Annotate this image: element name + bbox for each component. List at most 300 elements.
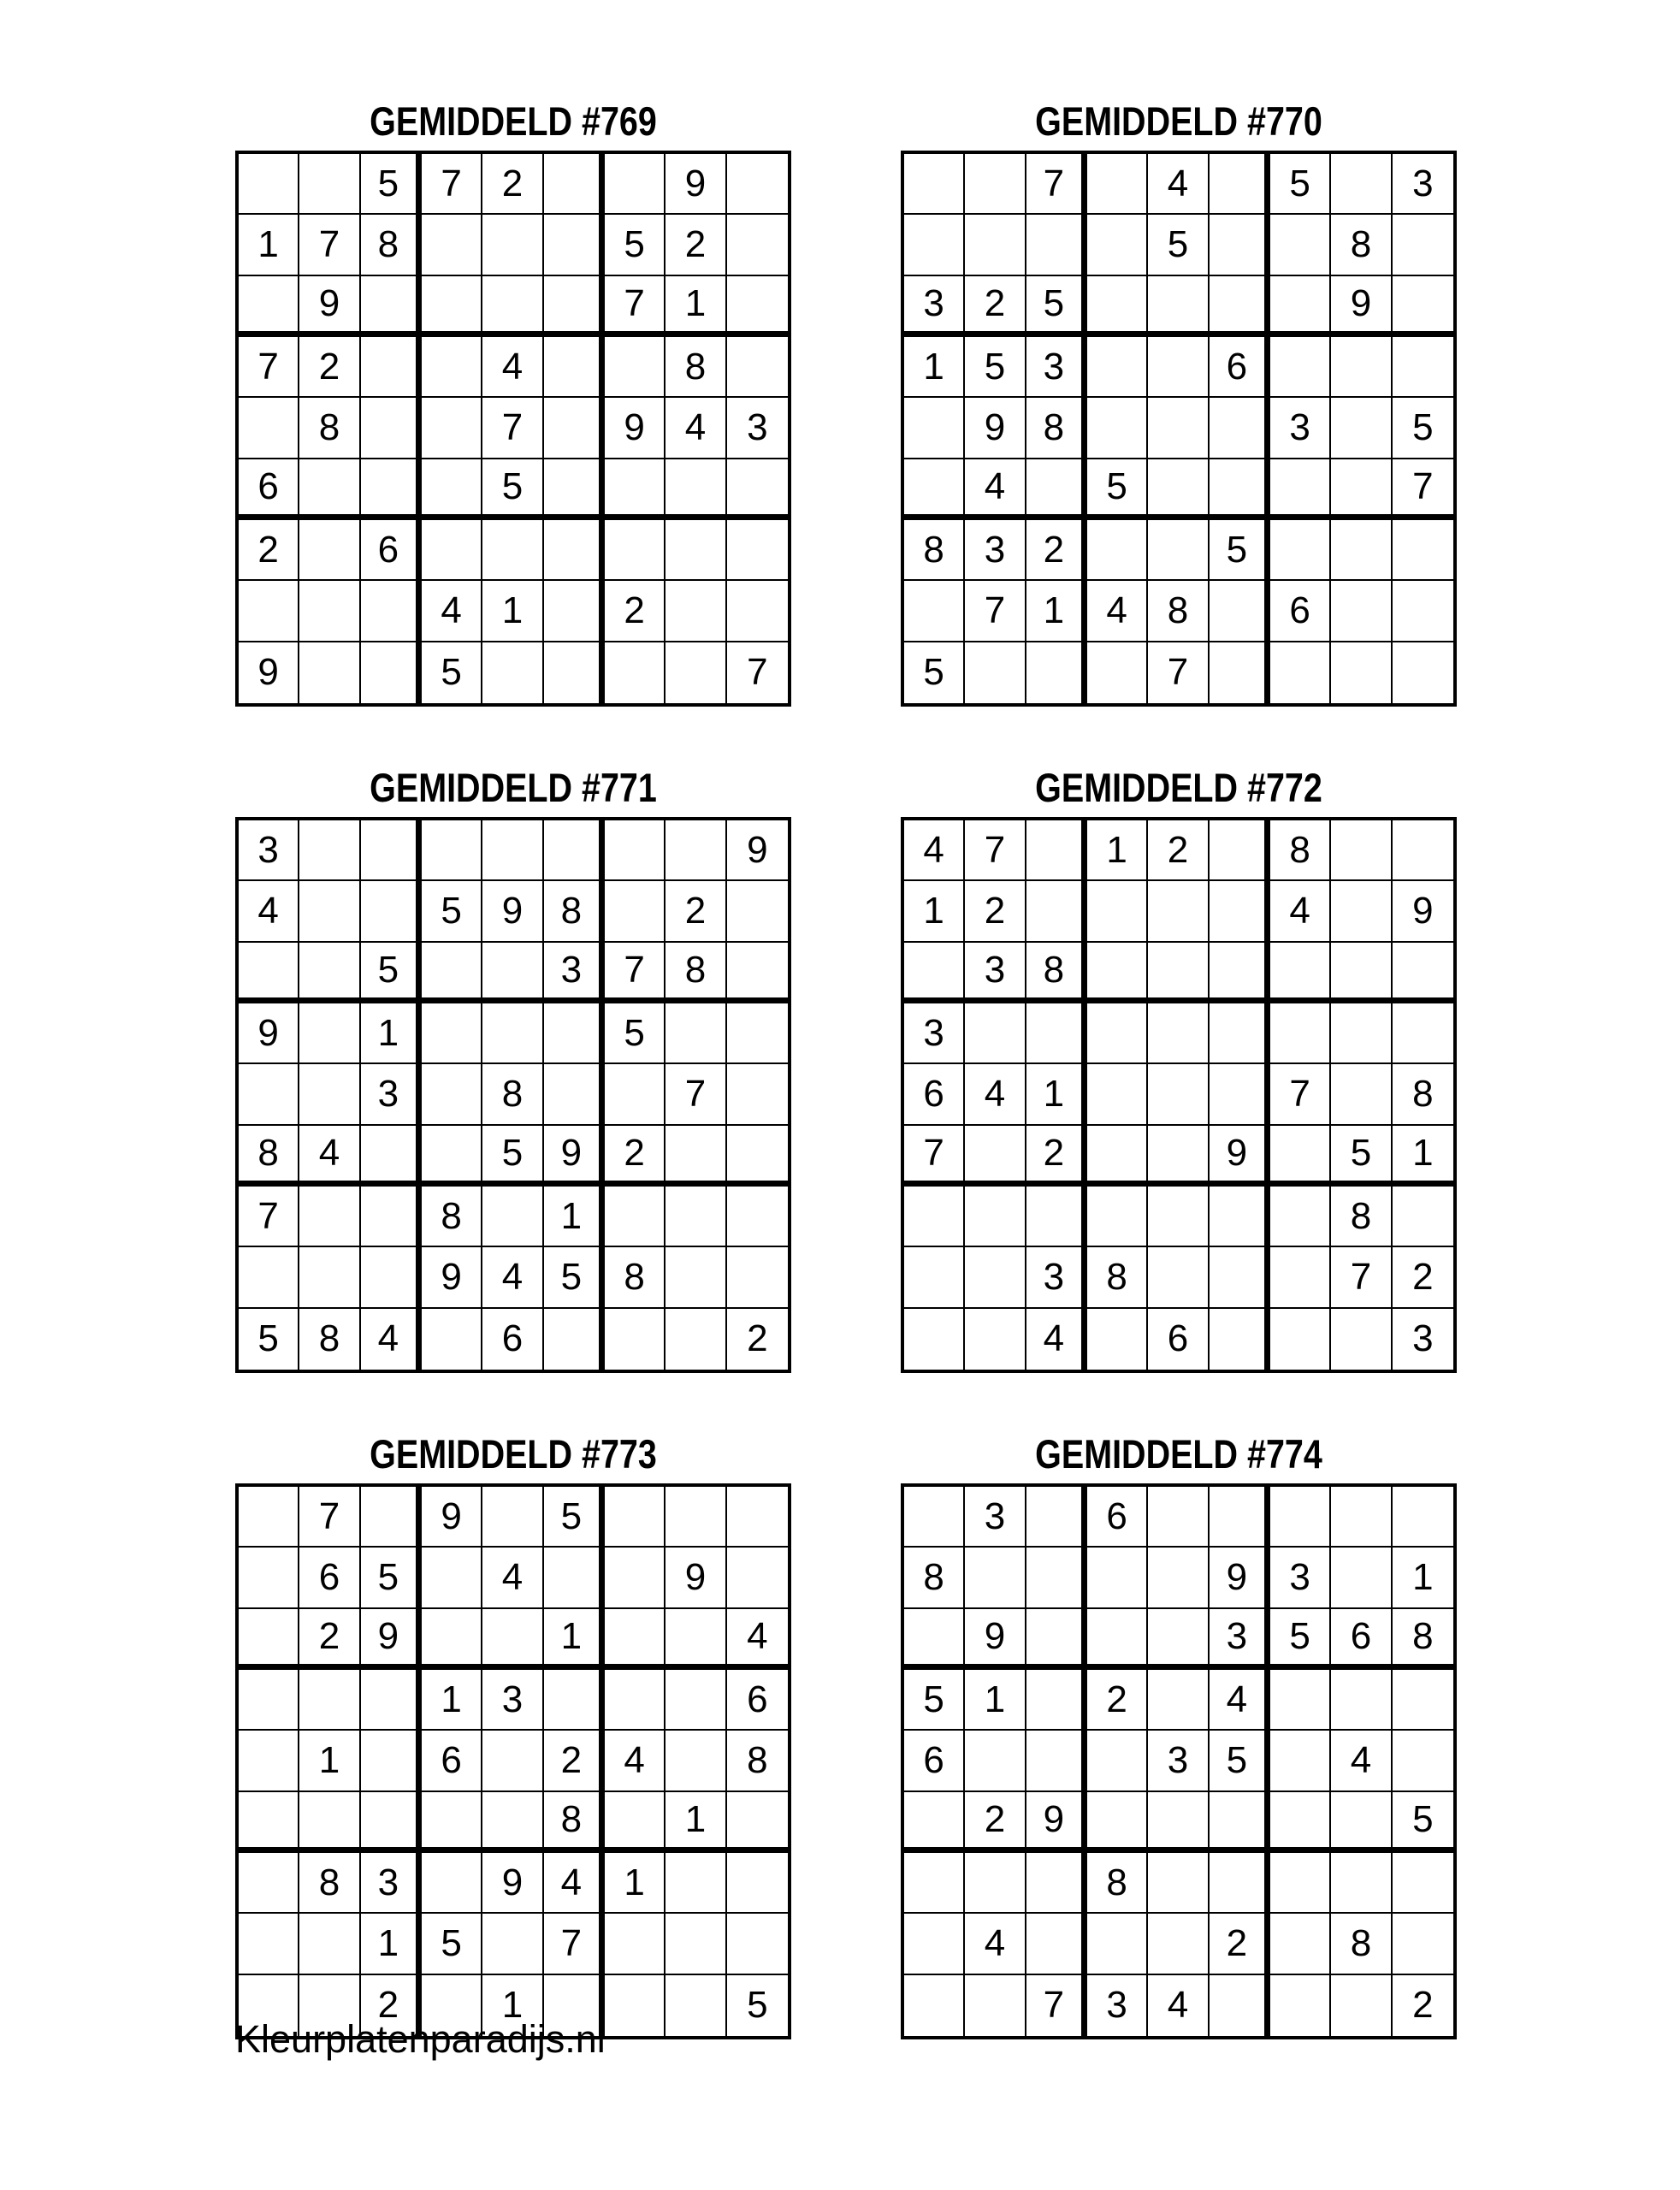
given-digit-cell: 7 bbox=[1331, 1247, 1392, 1308]
empty-cell bbox=[1210, 1792, 1270, 1853]
given-digit-cell: 4 bbox=[1331, 1731, 1392, 1791]
given-digit-cell: 9 bbox=[422, 1487, 482, 1548]
given-digit-cell: 5 bbox=[1087, 459, 1148, 520]
given-digit-cell: 9 bbox=[727, 820, 788, 881]
empty-cell bbox=[665, 1003, 726, 1064]
given-digit-cell: 5 bbox=[1270, 154, 1331, 215]
empty-cell bbox=[299, 881, 360, 942]
empty-cell bbox=[299, 642, 360, 703]
sudoku-grid bbox=[235, 817, 791, 1373]
given-digit-cell: 3 bbox=[361, 1064, 422, 1125]
given-digit-cell: 5 bbox=[1270, 1609, 1331, 1670]
given-digit-cell: 5 bbox=[422, 642, 482, 703]
empty-cell bbox=[605, 1487, 665, 1548]
empty-cell bbox=[1087, 1309, 1148, 1370]
given-digit-cell: 5 bbox=[965, 337, 1026, 398]
empty-cell bbox=[544, 1670, 605, 1731]
given-digit-cell: 5 bbox=[544, 1247, 605, 1308]
empty-cell bbox=[1026, 1853, 1087, 1914]
empty-cell bbox=[1148, 1792, 1209, 1853]
empty-cell bbox=[239, 154, 299, 215]
empty-cell bbox=[239, 276, 299, 337]
empty-cell bbox=[1210, 820, 1270, 881]
empty-cell bbox=[605, 1309, 665, 1370]
empty-cell bbox=[361, 1126, 422, 1187]
empty-cell bbox=[1393, 215, 1453, 275]
given-digit-cell: 9 bbox=[361, 1609, 422, 1670]
given-digit-cell: 9 bbox=[1026, 1792, 1087, 1853]
empty-cell bbox=[544, 1548, 605, 1608]
empty-cell bbox=[965, 1187, 1026, 1247]
empty-cell bbox=[1026, 1609, 1087, 1670]
given-digit-cell: 3 bbox=[1270, 1548, 1331, 1608]
empty-cell bbox=[239, 1247, 299, 1308]
empty-cell bbox=[605, 1792, 665, 1853]
given-digit-cell: 7 bbox=[299, 215, 360, 275]
given-digit-cell: 2 bbox=[965, 881, 1026, 942]
empty-cell bbox=[422, 943, 482, 1003]
empty-cell bbox=[544, 1064, 605, 1125]
empty-cell bbox=[1087, 276, 1148, 337]
given-digit-cell: 1 bbox=[904, 881, 965, 942]
empty-cell bbox=[605, 881, 665, 942]
empty-cell bbox=[1270, 337, 1331, 398]
empty-cell bbox=[1270, 642, 1331, 703]
empty-cell bbox=[482, 215, 543, 275]
given-digit-cell: 2 bbox=[965, 1792, 1026, 1853]
empty-cell bbox=[665, 1187, 726, 1247]
given-digit-cell: 4 bbox=[605, 1731, 665, 1791]
given-digit-cell: 8 bbox=[605, 1247, 665, 1308]
given-digit-cell: 2 bbox=[605, 581, 665, 642]
given-digit-cell: 9 bbox=[544, 1126, 605, 1187]
empty-cell bbox=[1148, 1187, 1209, 1247]
empty-cell bbox=[1393, 520, 1453, 581]
given-digit-cell: 5 bbox=[422, 1914, 482, 1974]
empty-cell bbox=[1026, 1548, 1087, 1608]
empty-cell bbox=[1026, 1487, 1087, 1548]
given-digit-cell: 4 bbox=[482, 337, 543, 398]
given-digit-cell: 4 bbox=[1148, 154, 1209, 215]
empty-cell bbox=[904, 154, 965, 215]
empty-cell bbox=[1210, 215, 1270, 275]
empty-cell bbox=[1393, 1731, 1453, 1791]
given-digit-cell: 1 bbox=[482, 1975, 543, 2036]
empty-cell bbox=[422, 398, 482, 459]
given-digit-cell: 8 bbox=[1331, 215, 1392, 275]
empty-cell bbox=[1331, 520, 1392, 581]
empty-cell bbox=[605, 1670, 665, 1731]
sudoku-puzzle-774 bbox=[897, 1425, 1460, 2039]
given-digit-cell: 8 bbox=[1393, 1064, 1453, 1125]
empty-cell bbox=[544, 642, 605, 703]
empty-cell bbox=[1331, 1064, 1392, 1125]
empty-cell bbox=[904, 215, 965, 275]
given-digit-cell: 9 bbox=[965, 1609, 1026, 1670]
given-digit-cell: 8 bbox=[299, 1853, 360, 1914]
empty-cell bbox=[1087, 154, 1148, 215]
empty-cell bbox=[1270, 1914, 1331, 1974]
given-digit-cell: 5 bbox=[239, 1309, 299, 1370]
given-digit-cell: 6 bbox=[361, 520, 422, 581]
empty-cell bbox=[1331, 1670, 1392, 1731]
empty-cell bbox=[299, 1914, 360, 1974]
given-digit-cell: 3 bbox=[482, 1670, 543, 1731]
given-digit-cell: 5 bbox=[361, 943, 422, 1003]
given-digit-cell: 8 bbox=[422, 1187, 482, 1247]
empty-cell bbox=[482, 276, 543, 337]
given-digit-cell: 4 bbox=[422, 581, 482, 642]
empty-cell bbox=[965, 1309, 1026, 1370]
sudoku-puzzle-769 bbox=[232, 92, 795, 707]
empty-cell bbox=[1087, 1792, 1148, 1853]
given-digit-cell: 4 bbox=[1026, 1309, 1087, 1370]
empty-cell bbox=[727, 1247, 788, 1308]
empty-cell bbox=[361, 581, 422, 642]
empty-cell bbox=[544, 398, 605, 459]
empty-cell bbox=[482, 1731, 543, 1791]
empty-cell bbox=[1210, 1187, 1270, 1247]
empty-cell bbox=[482, 1914, 543, 1974]
empty-cell bbox=[361, 820, 422, 881]
given-digit-cell: 6 bbox=[727, 1670, 788, 1731]
empty-cell bbox=[965, 1126, 1026, 1187]
given-digit-cell: 9 bbox=[299, 276, 360, 337]
empty-cell bbox=[544, 337, 605, 398]
empty-cell bbox=[665, 1247, 726, 1308]
given-digit-cell: 2 bbox=[239, 520, 299, 581]
empty-cell bbox=[665, 1126, 726, 1187]
empty-cell bbox=[1331, 337, 1392, 398]
given-digit-cell: 2 bbox=[605, 1126, 665, 1187]
given-digit-cell: 2 bbox=[1026, 520, 1087, 581]
given-digit-cell: 4 bbox=[299, 1126, 360, 1187]
empty-cell bbox=[1087, 1187, 1148, 1247]
given-digit-cell: 4 bbox=[665, 398, 726, 459]
given-digit-cell: 2 bbox=[747, 1317, 768, 1360]
given-digit-cell: 9 bbox=[239, 642, 299, 703]
empty-cell bbox=[1148, 943, 1209, 1003]
given-digit-cell: 1 bbox=[1393, 1126, 1453, 1187]
sudoku-grid bbox=[901, 1483, 1457, 2039]
empty-cell bbox=[1270, 1731, 1331, 1791]
empty-cell bbox=[1210, 943, 1270, 1003]
given-digit-cell: 7 bbox=[482, 398, 543, 459]
empty-cell bbox=[1270, 1975, 1331, 2036]
empty-cell bbox=[1148, 1609, 1209, 1670]
empty-cell bbox=[1270, 1309, 1331, 1370]
given-digit-cell: 8 bbox=[299, 398, 360, 459]
empty-cell bbox=[605, 642, 665, 703]
given-digit-cell: 8 bbox=[665, 943, 726, 1003]
empty-cell bbox=[904, 943, 965, 1003]
empty-cell bbox=[299, 459, 360, 520]
given-digit-cell: 2 bbox=[665, 881, 726, 942]
given-digit-cell: 7 bbox=[605, 276, 665, 337]
empty-cell bbox=[1087, 642, 1148, 703]
empty-cell bbox=[1210, 459, 1270, 520]
empty-cell bbox=[965, 1853, 1026, 1914]
empty-cell bbox=[605, 1064, 665, 1125]
puzzle-title: GEMIDDELD #771 bbox=[370, 765, 657, 810]
given-digit-cell: 7 bbox=[1148, 642, 1209, 703]
empty-cell bbox=[299, 1064, 360, 1125]
given-digit-cell: 9 bbox=[1331, 276, 1392, 337]
empty-cell bbox=[239, 1609, 299, 1670]
empty-cell bbox=[482, 1609, 543, 1670]
empty-cell bbox=[1331, 1853, 1392, 1914]
empty-cell bbox=[1393, 820, 1453, 881]
empty-cell bbox=[422, 1609, 482, 1670]
given-digit-cell: 5 bbox=[904, 642, 965, 703]
empty-cell bbox=[1148, 881, 1209, 942]
empty-cell bbox=[1331, 881, 1392, 942]
given-digit-cell: 4 bbox=[1210, 1670, 1270, 1731]
given-digit-cell: 8 bbox=[1270, 820, 1331, 881]
empty-cell bbox=[665, 1914, 726, 1974]
given-digit-cell: 5 bbox=[1393, 398, 1453, 459]
empty-cell bbox=[1210, 1487, 1270, 1548]
empty-cell bbox=[1210, 1853, 1270, 1914]
given-digit-cell: 5 bbox=[1331, 1126, 1392, 1187]
empty-cell bbox=[544, 581, 605, 642]
empty-cell bbox=[1087, 1064, 1148, 1125]
given-digit-cell: 1 bbox=[1026, 1064, 1087, 1125]
given-digit-cell: 9 bbox=[1210, 1126, 1270, 1187]
given-digit-cell: 8 bbox=[299, 1309, 360, 1370]
given-digit-cell: 4 bbox=[482, 1548, 543, 1608]
empty-cell bbox=[1087, 1609, 1148, 1670]
given-digit-cell: 4 bbox=[239, 881, 299, 942]
empty-cell bbox=[239, 1487, 299, 1548]
empty-cell bbox=[544, 215, 605, 275]
given-digit-cell: 4 bbox=[361, 1309, 422, 1370]
empty-cell bbox=[904, 398, 965, 459]
given-digit-cell: 3 bbox=[1026, 337, 1087, 398]
empty-cell bbox=[665, 1670, 726, 1731]
empty-cell bbox=[1270, 943, 1331, 1003]
empty-cell bbox=[1026, 642, 1087, 703]
empty-cell bbox=[422, 337, 482, 398]
empty-cell bbox=[1393, 1670, 1453, 1731]
empty-cell bbox=[965, 642, 1026, 703]
given-digit-cell: 3 bbox=[544, 943, 605, 1003]
empty-cell bbox=[1210, 581, 1270, 642]
empty-cell bbox=[361, 337, 422, 398]
empty-cell bbox=[904, 1309, 965, 1370]
given-digit-cell: 8 bbox=[1331, 1914, 1392, 1974]
sudoku-puzzle-772 bbox=[897, 759, 1460, 1373]
empty-cell bbox=[1210, 1064, 1270, 1125]
given-digit-cell: 9 bbox=[1393, 881, 1453, 942]
empty-cell bbox=[727, 881, 788, 942]
empty-cell bbox=[1331, 1003, 1392, 1064]
empty-cell bbox=[727, 337, 788, 398]
empty-cell bbox=[422, 1003, 482, 1064]
empty-cell bbox=[605, 337, 665, 398]
given-digit-cell: 9 bbox=[482, 1853, 543, 1914]
empty-cell bbox=[965, 1247, 1026, 1308]
empty-cell bbox=[1026, 459, 1087, 520]
empty-cell bbox=[1393, 1187, 1453, 1247]
sudoku-puzzle-773 bbox=[232, 1425, 795, 2039]
empty-cell bbox=[299, 154, 360, 215]
empty-cell bbox=[1393, 1003, 1453, 1064]
given-digit-cell: 7 bbox=[605, 943, 665, 1003]
empty-cell bbox=[965, 1975, 1026, 2036]
given-digit-cell: 8 bbox=[1026, 943, 1087, 1003]
given-digit-cell: 9 bbox=[665, 154, 726, 215]
given-digit-cell: 8 bbox=[482, 1064, 543, 1125]
given-digit-cell: 1 bbox=[299, 1731, 360, 1791]
empty-cell bbox=[904, 1975, 965, 2036]
empty-cell bbox=[1393, 581, 1453, 642]
given-digit-cell: 8 bbox=[727, 1731, 788, 1791]
empty-cell bbox=[904, 459, 965, 520]
empty-cell bbox=[239, 1731, 299, 1791]
given-digit-cell: 5 bbox=[482, 459, 543, 520]
given-digit-cell: 4 bbox=[1148, 1975, 1209, 2036]
given-digit-cell: 8 bbox=[904, 520, 965, 581]
given-digit-cell: 6 bbox=[482, 1309, 543, 1370]
empty-cell bbox=[1393, 1914, 1453, 1974]
empty-cell bbox=[1393, 642, 1453, 703]
empty-cell bbox=[665, 581, 726, 642]
empty-cell bbox=[1148, 398, 1209, 459]
empty-cell bbox=[361, 1731, 422, 1791]
puzzle-title: GEMIDDELD #770 bbox=[1035, 98, 1322, 144]
empty-cell bbox=[361, 1670, 422, 1731]
given-digit-cell: 3 bbox=[965, 520, 1026, 581]
empty-cell bbox=[299, 820, 360, 881]
empty-cell bbox=[1393, 1487, 1453, 1548]
sudoku-grid bbox=[901, 151, 1457, 707]
empty-cell bbox=[605, 1548, 665, 1608]
empty-cell bbox=[665, 1487, 726, 1548]
given-digit-cell: 7 bbox=[239, 1187, 299, 1247]
empty-cell bbox=[665, 520, 726, 581]
given-digit-cell: 3 bbox=[904, 276, 965, 337]
empty-cell bbox=[361, 276, 422, 337]
site-credit: Kleurplatenparadijs.nl bbox=[235, 2017, 606, 2061]
empty-cell bbox=[422, 459, 482, 520]
empty-cell bbox=[299, 943, 360, 1003]
empty-cell bbox=[1148, 1487, 1209, 1548]
given-digit-cell: 2 bbox=[299, 1609, 360, 1670]
given-digit-cell: 2 bbox=[544, 1731, 605, 1791]
empty-cell bbox=[904, 1487, 965, 1548]
empty-cell bbox=[904, 1187, 965, 1247]
given-digit-cell: 8 bbox=[1026, 398, 1087, 459]
empty-cell bbox=[361, 1187, 422, 1247]
empty-cell bbox=[1210, 1003, 1270, 1064]
given-digit-cell: 1 bbox=[361, 1003, 422, 1064]
given-digit-cell: 6 bbox=[239, 459, 299, 520]
empty-cell bbox=[605, 154, 665, 215]
empty-cell bbox=[1270, 215, 1331, 275]
empty-cell bbox=[727, 276, 788, 337]
empty-cell bbox=[727, 1548, 788, 1608]
given-digit-cell: 4 bbox=[965, 459, 1026, 520]
empty-cell bbox=[904, 1914, 965, 1974]
given-digit-cell: 5 bbox=[361, 154, 422, 215]
given-digit-cell: 6 bbox=[904, 1731, 965, 1791]
empty-cell bbox=[665, 820, 726, 881]
empty-cell bbox=[1148, 1853, 1209, 1914]
empty-cell bbox=[1331, 1309, 1392, 1370]
empty-cell bbox=[544, 1309, 605, 1370]
empty-cell bbox=[1026, 215, 1087, 275]
given-digit-cell: 8 bbox=[904, 1548, 965, 1608]
empty-cell bbox=[1331, 581, 1392, 642]
given-digit-cell: 9 bbox=[1210, 1548, 1270, 1608]
given-digit-cell: 9 bbox=[965, 398, 1026, 459]
empty-cell bbox=[965, 1731, 1026, 1791]
empty-cell bbox=[422, 1064, 482, 1125]
empty-cell bbox=[299, 1187, 360, 1247]
empty-cell bbox=[361, 642, 422, 703]
empty-cell bbox=[1087, 1003, 1148, 1064]
empty-cell bbox=[1331, 1792, 1392, 1853]
empty-cell bbox=[1210, 642, 1270, 703]
empty-cell bbox=[727, 215, 788, 275]
empty-cell bbox=[482, 1187, 543, 1247]
empty-cell bbox=[1331, 459, 1392, 520]
given-digit-cell: 9 bbox=[665, 1548, 726, 1608]
empty-cell bbox=[904, 581, 965, 642]
empty-cell bbox=[1210, 276, 1270, 337]
given-digit-cell: 8 bbox=[544, 1792, 605, 1853]
sudoku-grid bbox=[235, 151, 791, 707]
given-digit-cell: 9 bbox=[482, 881, 543, 942]
empty-cell bbox=[544, 520, 605, 581]
empty-cell bbox=[1210, 154, 1270, 215]
empty-cell bbox=[1393, 1853, 1453, 1914]
given-digit-cell: 4 bbox=[727, 1609, 788, 1670]
empty-cell bbox=[727, 1003, 788, 1064]
given-digit-cell: 6 bbox=[299, 1548, 360, 1608]
given-digit-cell: 1 bbox=[904, 337, 965, 398]
given-digit-cell: 9 bbox=[239, 1003, 299, 1064]
empty-cell bbox=[965, 154, 1026, 215]
given-digit-cell: 1 bbox=[544, 1187, 605, 1247]
given-digit-cell: 5 bbox=[1210, 520, 1270, 581]
empty-cell bbox=[1331, 1548, 1392, 1608]
given-digit-cell: 8 bbox=[1148, 581, 1209, 642]
empty-cell bbox=[1087, 1731, 1148, 1791]
given-digit-cell: 6 bbox=[422, 1731, 482, 1791]
given-digit-cell: 1 bbox=[1026, 581, 1087, 642]
empty-cell bbox=[1331, 1975, 1392, 2036]
given-digit-cell: 7 bbox=[239, 337, 299, 398]
empty-cell bbox=[239, 1670, 299, 1731]
empty-cell bbox=[1270, 1003, 1331, 1064]
empty-cell bbox=[482, 642, 543, 703]
empty-cell bbox=[1087, 215, 1148, 275]
empty-cell bbox=[1148, 1670, 1209, 1731]
given-digit-cell: 1 bbox=[665, 276, 726, 337]
given-digit-cell: 6 bbox=[904, 1064, 965, 1125]
empty-cell bbox=[299, 1792, 360, 1853]
empty-cell bbox=[1270, 459, 1331, 520]
empty-cell bbox=[605, 820, 665, 881]
empty-cell bbox=[1210, 398, 1270, 459]
given-digit-cell: 2 bbox=[665, 215, 726, 275]
empty-cell bbox=[1026, 820, 1087, 881]
sudoku-puzzle-770 bbox=[897, 92, 1460, 707]
given-digit-cell: 1 bbox=[665, 1792, 726, 1853]
puzzle-title: GEMIDDELD #773 bbox=[370, 1431, 657, 1477]
